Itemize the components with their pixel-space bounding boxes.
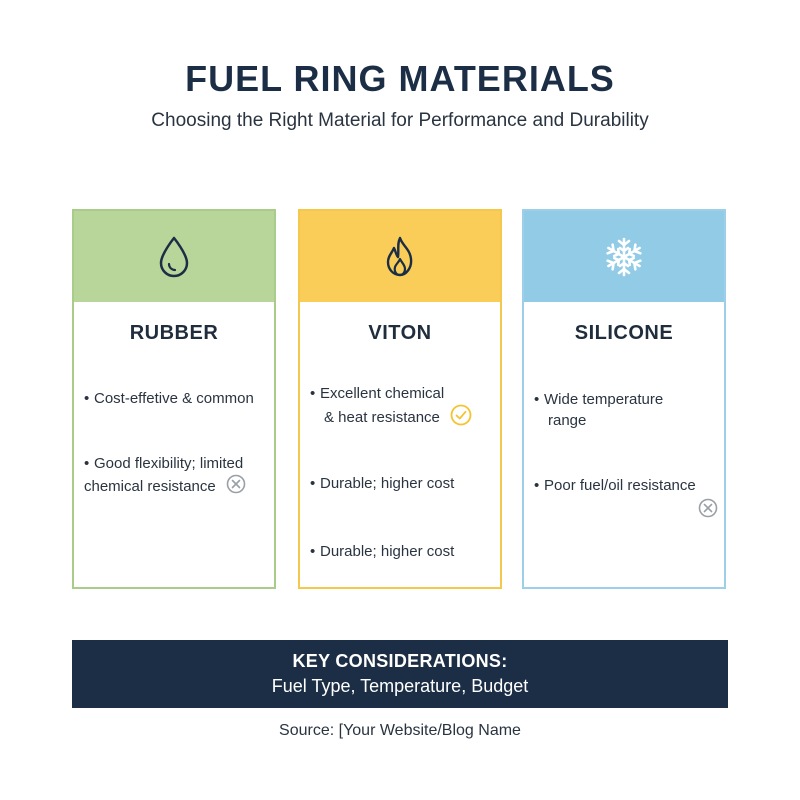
key-considerations-title: KEY CONSIDERATIONS: xyxy=(292,651,508,671)
bullet-dot: • xyxy=(534,477,540,494)
bullet-item xyxy=(534,475,720,524)
flame-icon xyxy=(380,235,420,279)
x-circle-icon xyxy=(226,474,246,500)
bullet-item xyxy=(310,383,496,432)
card-silicone-title: SILICONE xyxy=(574,322,674,344)
card-viton-title: VITON xyxy=(368,322,432,344)
bullet-text: Poor fuel/oil resistance xyxy=(544,477,696,494)
bullet-item xyxy=(84,388,270,409)
card-viton xyxy=(298,209,502,589)
bullet-text: chemical resistance xyxy=(84,477,216,495)
key-considerations-text: Fuel Type, Temperature, Budget xyxy=(271,676,529,696)
bullet-item xyxy=(310,473,496,494)
bullet-text: Durable; higher cost xyxy=(320,543,455,560)
card-silicone xyxy=(522,209,726,589)
bullet-text: range xyxy=(548,412,587,429)
bullet-item xyxy=(310,541,496,562)
water-drop-icon xyxy=(156,235,192,279)
bullet-dot: • xyxy=(84,390,90,407)
page-subtitle: Choosing the Right Material for Performance and Durability xyxy=(151,110,649,131)
bullet-dot: • xyxy=(310,385,316,402)
source-credit: Source: [Your Website/Blog Name xyxy=(279,722,521,739)
card-rubber xyxy=(72,209,276,589)
bullet-item xyxy=(534,389,720,431)
card-viton-header xyxy=(300,211,500,302)
bullet-text: Cost-effetive & common xyxy=(94,390,254,407)
bullet-text: Excellent chemical xyxy=(320,385,445,402)
key-considerations-banner xyxy=(72,640,728,708)
card-rubber-header xyxy=(74,211,274,302)
x-circle-icon xyxy=(698,498,718,524)
card-rubber-title: RUBBER xyxy=(129,322,219,344)
snowflake-icon xyxy=(603,236,645,278)
bullet-item xyxy=(84,453,270,500)
bullet-dot: • xyxy=(84,455,90,472)
bullet-dot: • xyxy=(310,543,316,560)
bullet-text: Durable; higher cost xyxy=(320,475,455,492)
page-title: FUEL RING MATERIALS xyxy=(185,58,615,99)
bullet-dot: • xyxy=(310,475,316,492)
bullet-text: & heat resistance xyxy=(324,408,440,426)
check-circle-icon xyxy=(450,404,472,432)
bullet-text: Good flexibility; limited xyxy=(94,455,244,472)
card-silicone-header xyxy=(524,211,724,302)
bullet-dot: • xyxy=(534,391,540,408)
bullet-text: Wide temperature xyxy=(544,391,664,408)
